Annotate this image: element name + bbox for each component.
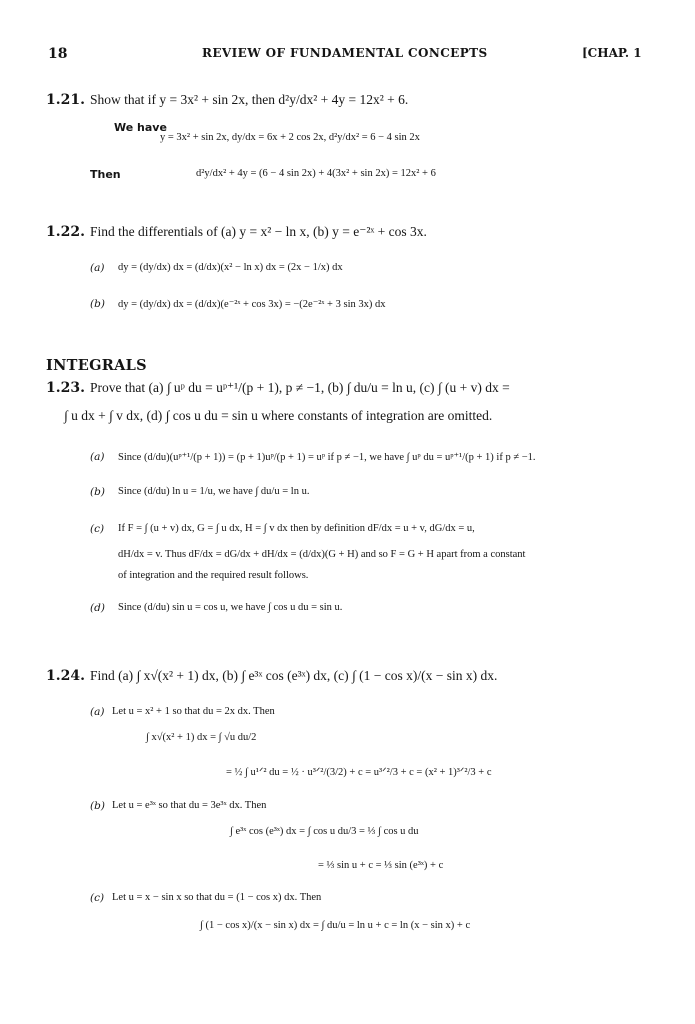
solution-equation: d²y/dx² + 4y = (6 − 4 sin 2x) + 4(3x² + sin 2x) = 12x² + 6 (196, 168, 436, 179)
problem-statement: Find (a) ∫ x√(x² + 1) dx, (b) ∫ e³ˣ cos (e³ˣ) dx, (c) ∫ (1 − cos x)/(x − sin x) dx. (90, 668, 498, 683)
problem-statement: Prove that (a) ∫ uᵖ du = uᵖ⁺¹/(p + 1), p ≠ −1, (b) ∫ du/u = ln u, (c) ∫ (u + v) dx = (90, 380, 510, 395)
part-label: (a) (90, 262, 105, 274)
part-label: (b) (90, 298, 105, 310)
problem-number: 1.24. (46, 668, 85, 684)
problem-statement-continued: ∫ u dx + ∫ v dx, (d) ∫ cos u du = sin u where constants of integration are omitted. (64, 408, 493, 423)
solution-equation: dy = (dy/dx) dx = (d/dx)(e⁻²ˣ + cos 3x) = −(2e⁻²ˣ + 3 sin 3x) dx (118, 299, 386, 310)
solution-equation: ∫ (1 − cos x)/(x − sin x) dx = ∫ du/u = ln u + c = ln (x − sin x) + c (200, 920, 471, 931)
part-label: (a) (90, 451, 105, 463)
solution-line: Since (d/du) sin u = cos u, we have ∫ cos u du = sin u. (118, 602, 343, 613)
problem-number: 1.23. (46, 380, 85, 396)
problem-number: 1.22. (46, 224, 85, 240)
problem-statement: Show that if y = 3x² + sin 2x, then d²y/dx² + 4y = 12x² + 6. (90, 92, 409, 107)
solution-equation: dy = (dy/dx) dx = (d/dx)(x² − ln x) dx = (2x − 1/x) dx (118, 262, 343, 273)
part-label: (b) (90, 486, 105, 498)
solution-equation: ∫ e³ˣ cos (e³ˣ) dx = ∫ cos u du/3 = ⅓ ∫ cos u du (230, 826, 419, 837)
solution-line: of integration and the required result follows. (118, 570, 309, 581)
solution-line: dH/dx = v. Thus dF/dx = dG/dx + dH/dx = (d/dx)(G + H) and so F = G + H apart from a constant (118, 549, 526, 560)
part-label: (c) (90, 892, 105, 904)
part-label: (d) (90, 602, 105, 614)
solution-line: Let u = e³ˣ so that du = 3e³ˣ dx. Then (112, 800, 267, 811)
solution-line: Then (90, 168, 121, 181)
running-title: REVIEW OF FUNDAMENTAL CONCEPTS (202, 46, 488, 60)
solution-equation: ∫ x√(x² + 1) dx = ∫ √u du/2 (146, 732, 257, 743)
solution-line: We have (114, 121, 167, 134)
solution-line: Let u = x − sin x so that du = (1 − cos x) dx. Then (112, 892, 322, 903)
solution-equation: y = 3x² + sin 2x, dy/dx = 6x + 2 cos 2x, d²y/dx² = 6 − 4 sin 2x (160, 132, 420, 143)
problem-number: 1.21. (46, 92, 85, 108)
solution-line: Since (d/du) ln u = 1/u, we have ∫ du/u = ln u. (118, 486, 310, 497)
solution-line: If F = ∫ (u + v) dx, G = ∫ u dx, H = ∫ v dx then by definition dF/dx = u + v, dG/dx = u, (118, 523, 475, 534)
solution-line: Since (d/du)(uᵖ⁺¹/(p + 1)) = (p + 1)uᵖ/(p + 1) = uᵖ if p ≠ −1, we have ∫ uᵖ du = uᵖ⁺¹/(p + 1) if p ≠ −1. (118, 452, 536, 463)
page-number: 18 (48, 46, 68, 62)
problem-statement: Find the differentials of (a) y = x² − ln x, (b) y = e⁻²ˣ + cos 3x. (90, 224, 427, 239)
chapter-label: [CHAP. 1 (582, 46, 642, 60)
part-label: (c) (90, 523, 105, 535)
section-heading: INTEGRALS (46, 357, 147, 374)
part-label: (b) (90, 800, 105, 812)
solution-equation: = ⅓ sin u + c = ⅓ sin (e³ˣ) + c (318, 860, 444, 871)
part-label: (a) (90, 706, 105, 718)
solution-equation: = ½ ∫ u¹ᐟ² du = ½ · u³ᐟ²/(3/2) + c = u³ᐟ²/3 + c = (x² + 1)³ᐟ²/3 + c (226, 767, 492, 778)
solution-line: Let u = x² + 1 so that du = 2x dx. Then (112, 706, 275, 717)
